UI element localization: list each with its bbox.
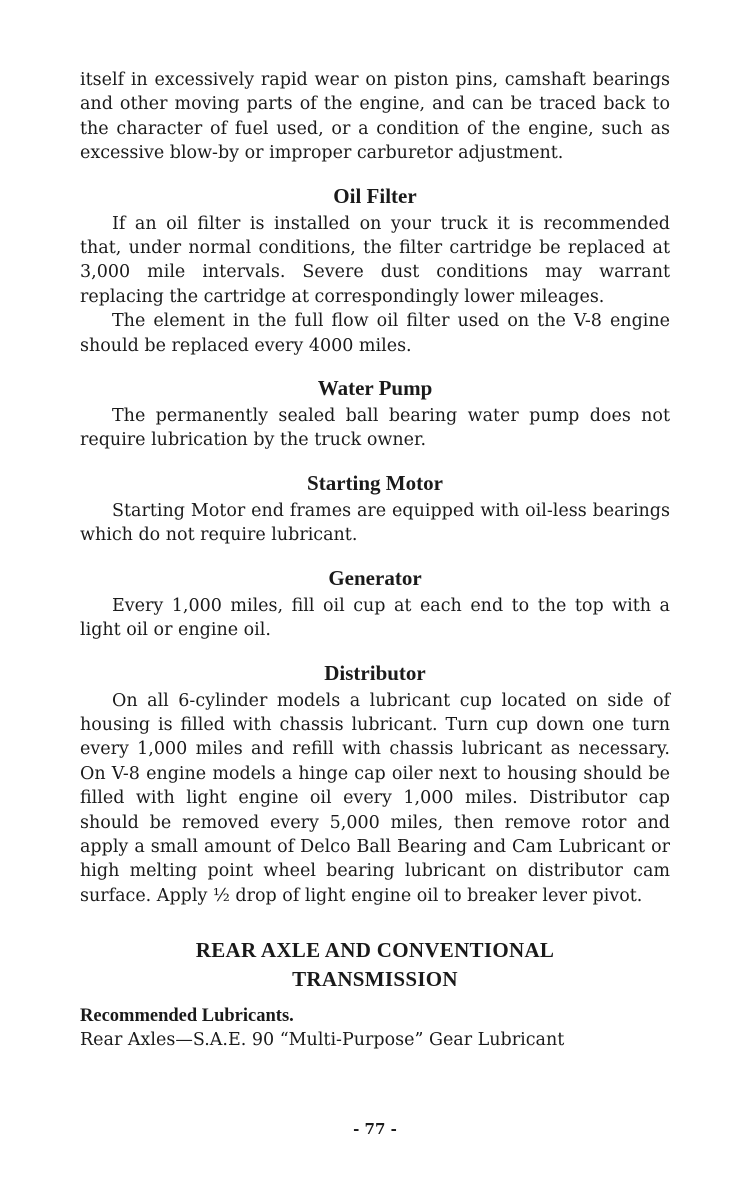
distributor-heading: Distributor xyxy=(324,660,426,685)
generator-heading: Generator xyxy=(328,565,422,590)
page-content xyxy=(80,68,670,1052)
distributor-paragraph: On all 6-cylinder models a lubricant cup located on side of housing is filled with chassis lubricant. Turn cup down one turn every 1,000 miles and refill with chassis lubricant as necessary. On V-8 engine models a hinge cap oiler next to housing should be filled with light engine oil every 1,000 miles. Distributor cap should be removed every 5,000 miles, then remove rotor and apply a small amount of Delco Ball Bearing and Cam Lubricant or high melting point wheel bearing lubricant on distributor cam surface. Apply ½ drop of light engine oil to breaker lever pivot. xyxy=(80,690,670,906)
starting-motor-paragraph: Starting Motor end frames are equipped with oil-less bearings which do not require lubricant. xyxy=(80,500,670,546)
water-pump-paragraph: The permanently sealed ball bearing water pump does not require lubrication by the truck owner. xyxy=(80,406,670,451)
water-pump-heading: Water Pump xyxy=(317,376,433,401)
page-number: - 77 - xyxy=(353,1120,397,1138)
oil-filter-heading: Oil Filter xyxy=(333,183,417,208)
oil-filter-paragraph-2: The element in the full flow oil filter used on the V-8 engine should be replaced every 4000 miles. xyxy=(80,311,670,356)
rear-axles-lubricant-line: Rear Axles—S.A.E. 90 “Multi-Purpose” Gear Lubricant xyxy=(80,1030,565,1051)
oil-filter-paragraph-1: If an oil filter is installed on your truck it is recommended that, under normal conditions, the filter cartridge be replaced at 3,000 mile intervals. Severe dust conditions may warrant replacing the cartridge at correspondingly lower mileages. xyxy=(80,213,670,307)
generator-paragraph: Every 1,000 miles, fill oil cup at each end to the top with a light oil or engine oil. xyxy=(80,595,670,641)
recommended-lubricants-subheading: Recommended Lubricants. xyxy=(80,1006,294,1027)
starting-motor-heading: Starting Motor xyxy=(307,470,443,495)
rear-axle-title-line-2: TRANSMISSION xyxy=(292,967,458,992)
intro-paragraph: itself in excessively rapid wear on piston pins, camshaft bearings and other moving parts of the engine, and can be traced back to the character of fuel used, or a condition of the engine, such as excessive blow-by or improper carburetor adjustment. xyxy=(80,70,670,164)
rear-axle-title-line-1: REAR AXLE AND CONVENTIONAL xyxy=(195,938,555,963)
